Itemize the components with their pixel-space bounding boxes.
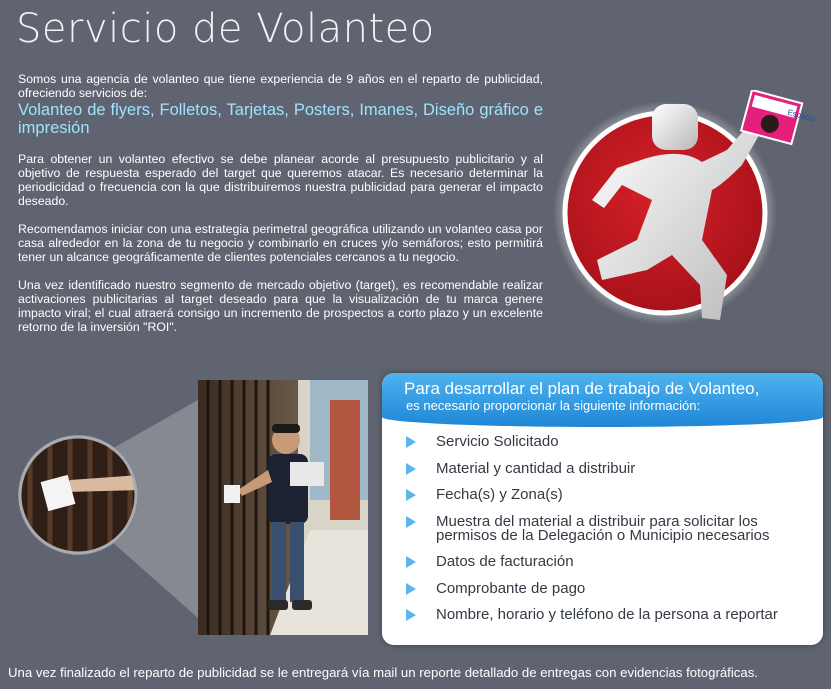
requirements-header — [382, 373, 823, 427]
list-item: Datos de facturación — [404, 555, 813, 569]
list-item: Nombre, horario y teléfono de la persona a reportar — [404, 608, 813, 622]
arrow-bullet-icon — [406, 489, 416, 501]
requirements-subtitle: es necesario proporcionar la siguiente información: — [406, 398, 701, 413]
arrow-bullet-icon — [406, 556, 416, 568]
list-item: Fecha(s) y Zona(s) — [404, 488, 813, 502]
arrow-bullet-icon — [406, 436, 416, 448]
hero-red-circle-graphic — [552, 90, 822, 330]
arrow-bullet-icon — [406, 609, 416, 621]
intro-line: Somos una agencia de volanteo que tiene experiencia de 9 años en el reparto de publicidad, ofreciendo servicios de: — [18, 72, 543, 100]
list-item: Comprobante de pago — [404, 582, 813, 596]
arrow-bullet-icon — [406, 583, 416, 595]
requirements-title: Para desarrollar el plan de trabajo de Volanteo, — [404, 379, 760, 398]
page-title: Servicio de Volanteo — [16, 6, 435, 52]
paragraph-planning: Para obtener un volanteo efectivo se debe planear acorde al presupuesto publicitario y al objetivo de respuesta esperado del target que queremos atacar. Es necesario determinar la periodicidad o frecuencia con la que distribuiremos nuestra publicidad para generar el impacto deseado. — [18, 152, 543, 208]
requirements-box — [382, 373, 823, 645]
services-list: Volanteo de flyers, Folletos, Tarjetas, Posters, Imanes, Diseño gráfico e impresión — [18, 101, 543, 137]
photo-distributor — [10, 380, 370, 640]
list-item: Material y cantidad a distribuir — [404, 462, 813, 476]
arrow-bullet-icon — [406, 516, 416, 528]
requirements-list — [382, 427, 823, 622]
intro-text — [18, 72, 543, 348]
paragraph-target: Una vez identificado nuestro segmento de mercado objetivo (target), es recomendable realizar activaciones publicitarias al target deseado para que la visualización de tu marca genere impacto viral; el cual atraerá consigo un incremento de prospectos a corto plazo y un excelente retorno de la inversión "ROI". — [18, 278, 543, 334]
paragraph-strategy: Recomendamos iniciar con una estrategia perimetral geográfica utilizando un volanteo casa por casa alrededor en la zona de tu negocio y combinarlo en cruces y/o semáforos; esto permitirá tener un alcance geográficamente de clientes potenciales cercanos a tu negocio. — [18, 222, 543, 264]
arrow-bullet-icon — [406, 463, 416, 475]
list-item: Muestra del material a distribuir para solicitar los permisos de la Delegación o Municipio necesarios — [404, 515, 813, 543]
street-photo — [198, 380, 368, 635]
footer-note: Una vez finalizado el reparto de publicidad se le entregará vía mail un reporte detallado de entregas con evidencias fotográficas. — [8, 665, 758, 680]
flyer-label: Espacio — [786, 107, 817, 124]
list-item: Servicio Solicitado — [404, 435, 813, 449]
